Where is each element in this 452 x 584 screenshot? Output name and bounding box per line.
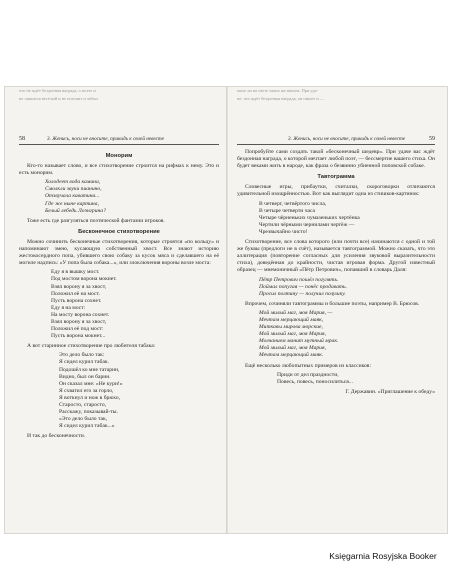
poem-line: В четыре четверти часа <box>259 207 316 214</box>
poem-line: Под мостом ворона мокнет. <box>51 276 117 283</box>
right-text-column <box>237 149 435 396</box>
poem-line: Взял ворону я за хвост, <box>51 318 107 325</box>
left-paragraph-1: Кто-то называет слово, и все стихотворение строится на рифмах к нему. Это и есть монорим. <box>19 163 219 177</box>
right-running-header <box>237 137 435 145</box>
poem-line: Я воткнул и нож в брюхо, <box>59 394 121 401</box>
left-header-title: 3. Женись, носи не вносите, прикидь к своей невесте <box>47 135 164 142</box>
poem-line: Подошёл ко мне татарин, <box>59 366 120 373</box>
poem-thursday <box>237 201 435 236</box>
poem-line: «Это дело было так, <box>59 416 108 423</box>
left-paragraph-4: А вот старинное стихотворение про любителя табака: <box>27 343 156 350</box>
poem-bryusov <box>237 310 435 360</box>
poem-line: Мой милый маг, моя Мария, <box>259 345 326 352</box>
poem-line: Видно, был он барин. <box>59 373 111 380</box>
right-paragraph-2: Словесные игры, прибаутки, считалки, скороговорки отличаются удивительной изощрённостью. Вот как выглядит одна из стишков-картинок: <box>237 184 435 198</box>
poem-line: Он сказал мне: «Не кури!» <box>59 380 123 387</box>
poem-line: Смолкли звуки пианино, <box>45 186 102 193</box>
poem-line: Я сидел курил табак...» <box>59 423 115 430</box>
poem-line: Еду я на мост: <box>51 304 86 311</box>
poem-line: Я схватил его за горло, <box>59 387 114 394</box>
left-page-number: 58 <box>19 135 25 142</box>
poem-line: Миткавы мирова морские, <box>259 324 323 331</box>
right-paragraph-5: Ещё несколько любопытных примеров из классиков: <box>245 362 372 369</box>
left-top-line-1: что не ждёт бездонная награда, о поэте и <box>19 88 96 93</box>
poem-monorim <box>19 179 219 214</box>
poem-crow <box>19 269 219 340</box>
left-text-column <box>19 149 219 441</box>
poem-tobacco <box>19 352 219 430</box>
left-running-header <box>19 137 219 145</box>
poem-line: Я сидел курил табак. <box>59 359 109 366</box>
poem-line: Повесь, повесь, поносилиться... <box>277 378 353 385</box>
poem-line: Где же ныне картина, <box>45 200 99 207</box>
poem-line: Просил полтину — получил полушку. <box>259 290 346 297</box>
poem-attribution: Г. Державин. «Приглашение к обеду» <box>345 388 435 395</box>
poem-line: Четыре чёрненьких чумазеньких чертёнка <box>259 214 360 221</box>
poem-line: Мечтам мерцающий маяк, <box>259 316 324 323</box>
left-paragraph-5: И так до бесконечности. <box>27 433 86 440</box>
poem-line: Положил её под мост: <box>51 326 104 333</box>
poem-line: На мосту ворона сохнет. <box>51 311 110 318</box>
poem-line: Расскажу, показывай-ты. <box>59 409 118 416</box>
poem-petr-petrovich <box>237 277 435 298</box>
right-top-remnant <box>237 87 435 103</box>
section-title-monorim: Монорим <box>105 153 133 159</box>
poem-line: Мечтам мерцающий маяк. <box>259 352 324 359</box>
poem-line: Чертили чёрными чернилами чертёж — <box>259 221 355 228</box>
right-paragraph-4: Впрочем, сочиняли тавтограммы и большие поэты, например В. Брюсов. <box>245 300 420 307</box>
poem-line: Молчанием манит мутный мрак. <box>259 338 339 345</box>
poem-line: Положил её на мост. <box>51 290 100 297</box>
poem-line: Пусть ворона мокнет... <box>51 333 106 340</box>
poem-line: Пётр Петрович пошёл погулять. <box>259 276 339 283</box>
left-top-remnant <box>19 87 219 103</box>
right-page-number: 59 <box>429 135 435 142</box>
poem-line: Еду я в вышку мост. <box>51 269 100 276</box>
poem-line: Приди от дел праздности, <box>277 371 339 378</box>
section-title-tautogram: Тавтограмма <box>317 174 355 181</box>
book-gutter <box>226 87 228 533</box>
poem-line: Мой милый маг, моя Мария, — <box>259 309 333 316</box>
poem-line: Взял ворону я за хвост, <box>51 283 107 290</box>
right-paragraph-3: Стихотворение, все слова которого (или почти все) начинаются с одной и той же буквы (предлоги не в счёт), называется тавтограммой. Можно сказать, что это аллитерация (повторение согласных для усиления звуковой выразительности стиха), доведённая до крайности, чистая игровая форма. Другой известный образец — мнемоничный «Пётр Петрович», попавший в словарь Даля: <box>237 239 435 274</box>
poem-line: В четверг, четвёртого числа, <box>259 200 327 207</box>
poem-derzhavin <box>237 372 435 386</box>
poem-line: Белый лебедь Лоэнгрина? <box>45 207 106 214</box>
left-paragraph-3: Можно сочинить бесконечные стихотворения, которые строятся «по кольцу» и напоминают змею, кусающую собственный хвост. Все знают историю жестокосердного попа, убившего свою собаку за кусок мяса и сделавшего на её могиле надпись: «У попа была собака...», или злоключения вороны возле моста: <box>19 238 219 267</box>
right-paragraph-1: Попробуйте сами создать такой «бесконечный шедевр». При удаче вас ждёт бездонная награда, о которой мечтает любой поэт, — бессмертие вашего стиха. Он будет веками жить в народе, как фраза о безвинно убиенной поповской собаке. <box>237 149 435 170</box>
left-paragraph-2: Тоже есть где разгуляться поэтической фантазии игроков. <box>27 217 165 224</box>
poem-line: Поймал попугая — понёс продавать. <box>259 283 347 290</box>
right-top-line-2: не, что ждёт бездонная награда, он пишет и — <box>237 96 325 102</box>
left-top-line-2: не лишится весёлый и не потопит и забыл <box>19 96 98 102</box>
poem-line: Чрезвычайно чисто! <box>259 228 308 235</box>
poem-line: Отзвучала каватина... <box>45 193 100 200</box>
poem-line: Мой милый маг, моя Мария, <box>259 331 326 338</box>
poem-line: Пусть ворона сохнет. <box>51 297 102 304</box>
poem-line: Старосто, старосто, <box>59 402 107 408</box>
right-top-line-1: мало ли на свете таких же ввалов. При удо- <box>237 88 319 93</box>
left-page <box>19 87 219 533</box>
section-title-endless-poem: Бесконечное стихотворение <box>78 228 160 235</box>
right-page <box>237 87 435 533</box>
right-header-title: 3. Женись, носи не вносите, прикидь к своей невесте <box>288 135 405 142</box>
book-spread <box>4 86 448 534</box>
watermark-label: Księgarnia Rosyjska Booker <box>317 549 449 564</box>
poem-line: Холодеет вода камина, <box>45 179 101 186</box>
poem-line: Это дело было так: <box>59 352 105 359</box>
